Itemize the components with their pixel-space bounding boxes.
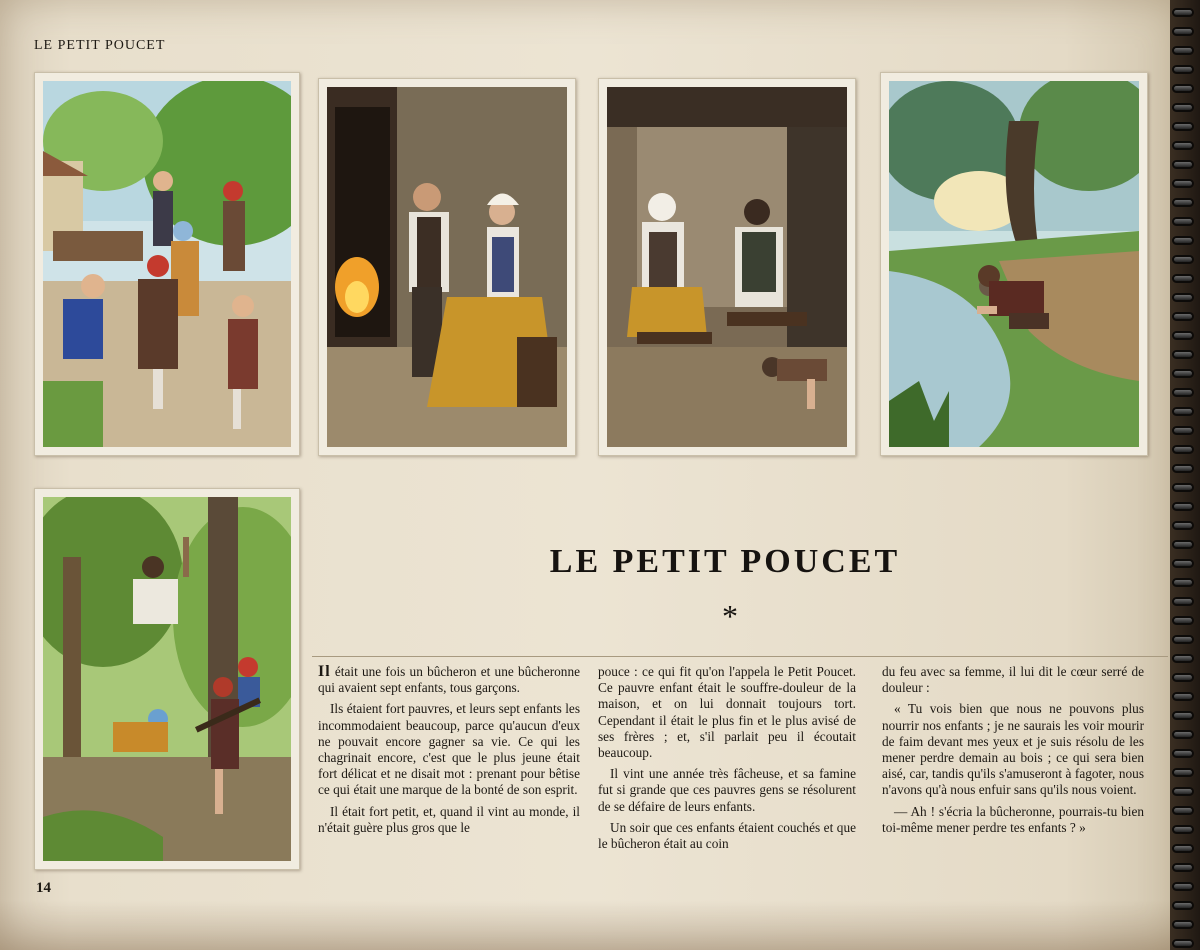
binding-ring <box>1172 635 1194 644</box>
parents-by-fire-illustration <box>327 87 567 447</box>
poucet-listening-illustration <box>607 87 847 447</box>
binding-ring <box>1172 863 1194 872</box>
text-column-2 <box>598 664 856 857</box>
paragraph: pouce : ce qui fit qu'on l'appela le Petit Poucet. Ce pauvre enfant était le souffre-douleur de la maison, et on lui donnait toujours tort. Cependant il était le plus fin et le plus avisé de ses frères ; et, s'il parlait peu il écoutait beaucoup. <box>598 664 856 761</box>
title-ornament: * <box>722 598 738 634</box>
text-column-1 <box>318 664 580 841</box>
binding-ring <box>1172 464 1194 473</box>
binding-ring <box>1172 8 1194 17</box>
paragraph: Il était fort petit, et, quand il vint au monde, il n'était guère plus gros que le <box>318 803 580 835</box>
binding-ring <box>1172 578 1194 587</box>
illustration-card-parents <box>318 78 576 456</box>
spiral-binding <box>1170 0 1200 950</box>
binding-ring <box>1172 84 1194 93</box>
illustration-card-listening <box>598 78 856 456</box>
page-number: 14 <box>36 880 51 896</box>
binding-ring <box>1172 711 1194 720</box>
binding-ring <box>1172 122 1194 131</box>
binding-ring <box>1172 388 1194 397</box>
paragraph: « Tu vois bien que nous ne pouvons plus nourrir nos enfants ; je ne saurais les voir mourir de faim devant mes yeux et je suis résolu de les mener perdre demain au bois ; ce qui sera bien aisé, car, tandis qu'ils s'amuseront à fagoter, nous n'avons qu'à nous enfuir sans qu'ils nous voient. <box>882 701 1144 798</box>
paragraph: Un soir que ces enfants étaient couchés et que le bûcheron était au coin <box>598 819 856 852</box>
text-divider <box>312 656 1168 657</box>
paragraph: Ils étaient fort pauvres, et leurs sept enfants les incommodaient beaucoup, parce qu'aucun d'eux ne pouvait encore gagner sa vie. Ce qui les chagrinait encore, c'est que le plus jeune était fort délicat et ne disait mot : prenant pour bêtise ce qui était une marque de la bonté de son esprit. <box>318 701 580 798</box>
binding-ring <box>1172 350 1194 359</box>
binding-ring <box>1172 160 1194 169</box>
binding-ring <box>1172 46 1194 55</box>
binding-ring <box>1172 236 1194 245</box>
binding-ring <box>1172 939 1194 948</box>
binding-ring <box>1172 312 1194 321</box>
paragraph: Il vint une année très fâcheuse, et sa famine fut si grande que ces pauvres gens se résolurent de se défaire de leurs enfants. <box>598 766 856 814</box>
story-title: LE PETIT POUCET <box>549 543 901 580</box>
binding-ring <box>1172 141 1194 150</box>
paragraph-text: était une fois un bûcheron et une bûcheronne qui avaient sept enfants, tous garçons. <box>318 664 580 696</box>
binding-ring <box>1172 540 1194 549</box>
binding-ring <box>1172 749 1194 758</box>
binding-ring <box>1172 369 1194 378</box>
binding-ring <box>1172 730 1194 739</box>
paragraph <box>318 664 580 696</box>
binding-ring <box>1172 521 1194 530</box>
binding-ring <box>1172 597 1194 606</box>
binding-ring <box>1172 103 1194 112</box>
binding-ring <box>1172 768 1194 777</box>
binding-ring <box>1172 198 1194 207</box>
binding-ring <box>1172 920 1194 929</box>
binding-ring <box>1172 274 1194 283</box>
illustration-card-forest <box>34 488 300 870</box>
paragraph: du feu avec sa femme, il lui dit le cœur serré de douleur : <box>882 664 1144 696</box>
binding-ring <box>1172 65 1194 74</box>
binding-ring <box>1172 426 1194 435</box>
family-in-forest-illustration <box>43 497 291 861</box>
binding-ring <box>1172 901 1194 910</box>
binding-ring <box>1172 502 1194 511</box>
drop-cap: Il <box>318 663 331 680</box>
binding-ring <box>1172 806 1194 815</box>
binding-ring <box>1172 293 1194 302</box>
illustration-card-children <box>34 72 300 456</box>
binding-ring <box>1172 844 1194 853</box>
binding-ring <box>1172 825 1194 834</box>
binding-ring <box>1172 255 1194 264</box>
binding-ring <box>1172 787 1194 796</box>
text-column-3 <box>882 664 1144 841</box>
binding-ring <box>1172 673 1194 682</box>
poucet-by-stream-illustration <box>889 81 1139 447</box>
binding-ring <box>1172 616 1194 625</box>
binding-ring <box>1172 559 1194 568</box>
binding-ring <box>1172 654 1194 663</box>
children-gathered-illustration <box>43 81 291 447</box>
binding-ring <box>1172 882 1194 891</box>
binding-ring <box>1172 445 1194 454</box>
binding-ring <box>1172 217 1194 226</box>
binding-ring <box>1172 692 1194 701</box>
binding-ring <box>1172 179 1194 188</box>
binding-ring <box>1172 407 1194 416</box>
running-head: LE PETIT POUCET <box>34 38 166 53</box>
binding-ring <box>1172 483 1194 492</box>
illustration-card-stream <box>880 72 1148 456</box>
paragraph: — Ah ! s'écria la bûcheronne, pourrais-tu bien toi-même mener perdre tes enfants ? » <box>882 803 1144 835</box>
binding-ring <box>1172 331 1194 340</box>
binding-ring <box>1172 27 1194 36</box>
